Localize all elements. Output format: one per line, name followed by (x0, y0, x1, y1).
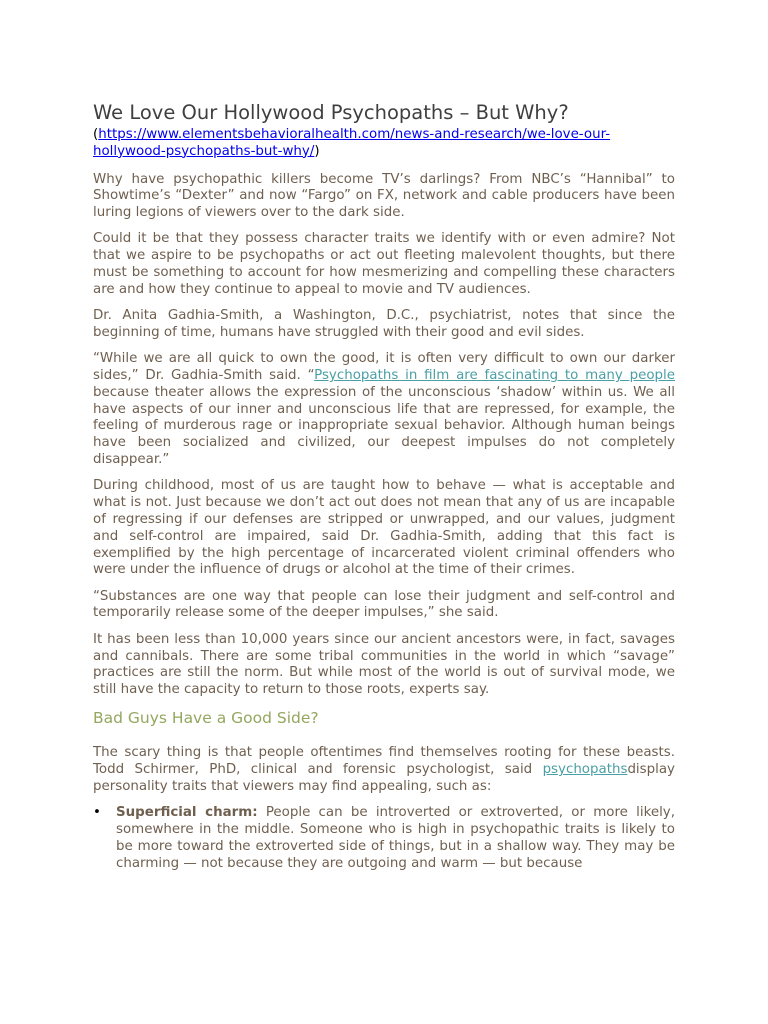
source-line (93, 127, 675, 161)
quote-after-link: because theater allows the expression of the unconscious ‘shadow’ within us. We all have aspects of our inner and unconscious life that are repressed, for example, the feeling of murderous rage or inappropriate sexual behavior. Although human beings have been socialized and civilized, our deepest impulses do not completely disappear.” (93, 384, 675, 468)
quote-before-link: “While we are all quick to own the good, it is often very difficult to own our darker sides,” Dr. Gadhia-Smith said. “ (93, 351, 675, 384)
source-url-link[interactable]: https://www.elementsbehavioralhealth.com/news-and-research/we-love-our-hollywood-psychopaths-but-why/ (93, 127, 611, 159)
document-page (93, 101, 675, 872)
traits-list (93, 805, 675, 872)
bullet-term: Superficial charm: (116, 805, 258, 821)
section-after-link: display personality traits that viewers may find appealing, such as: (93, 762, 675, 794)
paragraph-3: Dr. Anita Gadhia-Smith, a Washington, D.C., psychiatrist, notes that since the beginning of time, humans have struggled with their good and evil sides. (93, 308, 675, 340)
article-title: We Love Our Hollywood Psychopaths – But Why? (93, 101, 569, 124)
section-heading: Bad Guys Have a Good Side? (93, 709, 319, 728)
bullet-text: People can be introverted or extroverted, or more likely, somewhere in the middle. Someone who is high in psychopathic traits is likely to be more toward the extroverted side of things, but in a shallow way. They may be charming — not because they are outgoing and warm — but because (116, 805, 675, 871)
list-item (93, 805, 675, 872)
section-before-link: The scary thing is that people oftentimes find themselves rooting for these beasts. Todd Schirmer, PhD, clinical and forensic psychologist, said (93, 745, 675, 778)
quote-paragraph (93, 351, 675, 469)
paragraph-7: It has been less than 10,000 years since our ancient ancestors were, in fact, savages and cannibals. There are some tribal communities in the world in which “savage” practices are still the norm. But while most of the world is out of survival mode, we still have the capacity to return to those roots, experts say. (93, 631, 675, 698)
paragraph-2: Could it be that they possess character traits we identify with or even admire? Not that we aspire to be psychopaths or act out fleeting malevolent thoughts, but there must be something to account for how mesmerizing and compelling these characters are and how they continue to appeal to movie and TV audiences. (93, 231, 675, 297)
psychopaths-in-film-link[interactable]: Psychopaths in film are fascinating to many people (314, 368, 675, 384)
bullet-icon: • (93, 805, 101, 821)
source-open-paren: ( (93, 127, 99, 142)
psychopaths-link[interactable]: psychopaths (542, 762, 628, 778)
section-paragraph (93, 745, 675, 795)
paragraph-1: Why have psychopathic killers become TV’s darlings? From NBC’s “Hannibal” to Showtime’s “Dexter” and now “Fargo” on FX, network and cable producers have been luring legions of viewers over to the dark side. (93, 171, 675, 221)
paragraph-5: During childhood, most of us are taught how to behave — what is acceptable and what is not. Just because we don’t act out does not mean that any of us are incapable of regressing if our defenses are stripped or unwrapped, and our values, judgment and self-control are impaired, said Dr. Gadhia-Smith, adding that this fact is exemplified by the high percentage of incarcerated violent criminal offenders who were under the influence of drugs or alcohol at the time of their crimes. (93, 478, 675, 578)
source-close-paren: ) (314, 143, 320, 159)
paragraph-6: “Substances are one way that people can lose their judgment and self-control and temporarily release some of the deeper impulses,” she said. (93, 588, 675, 621)
